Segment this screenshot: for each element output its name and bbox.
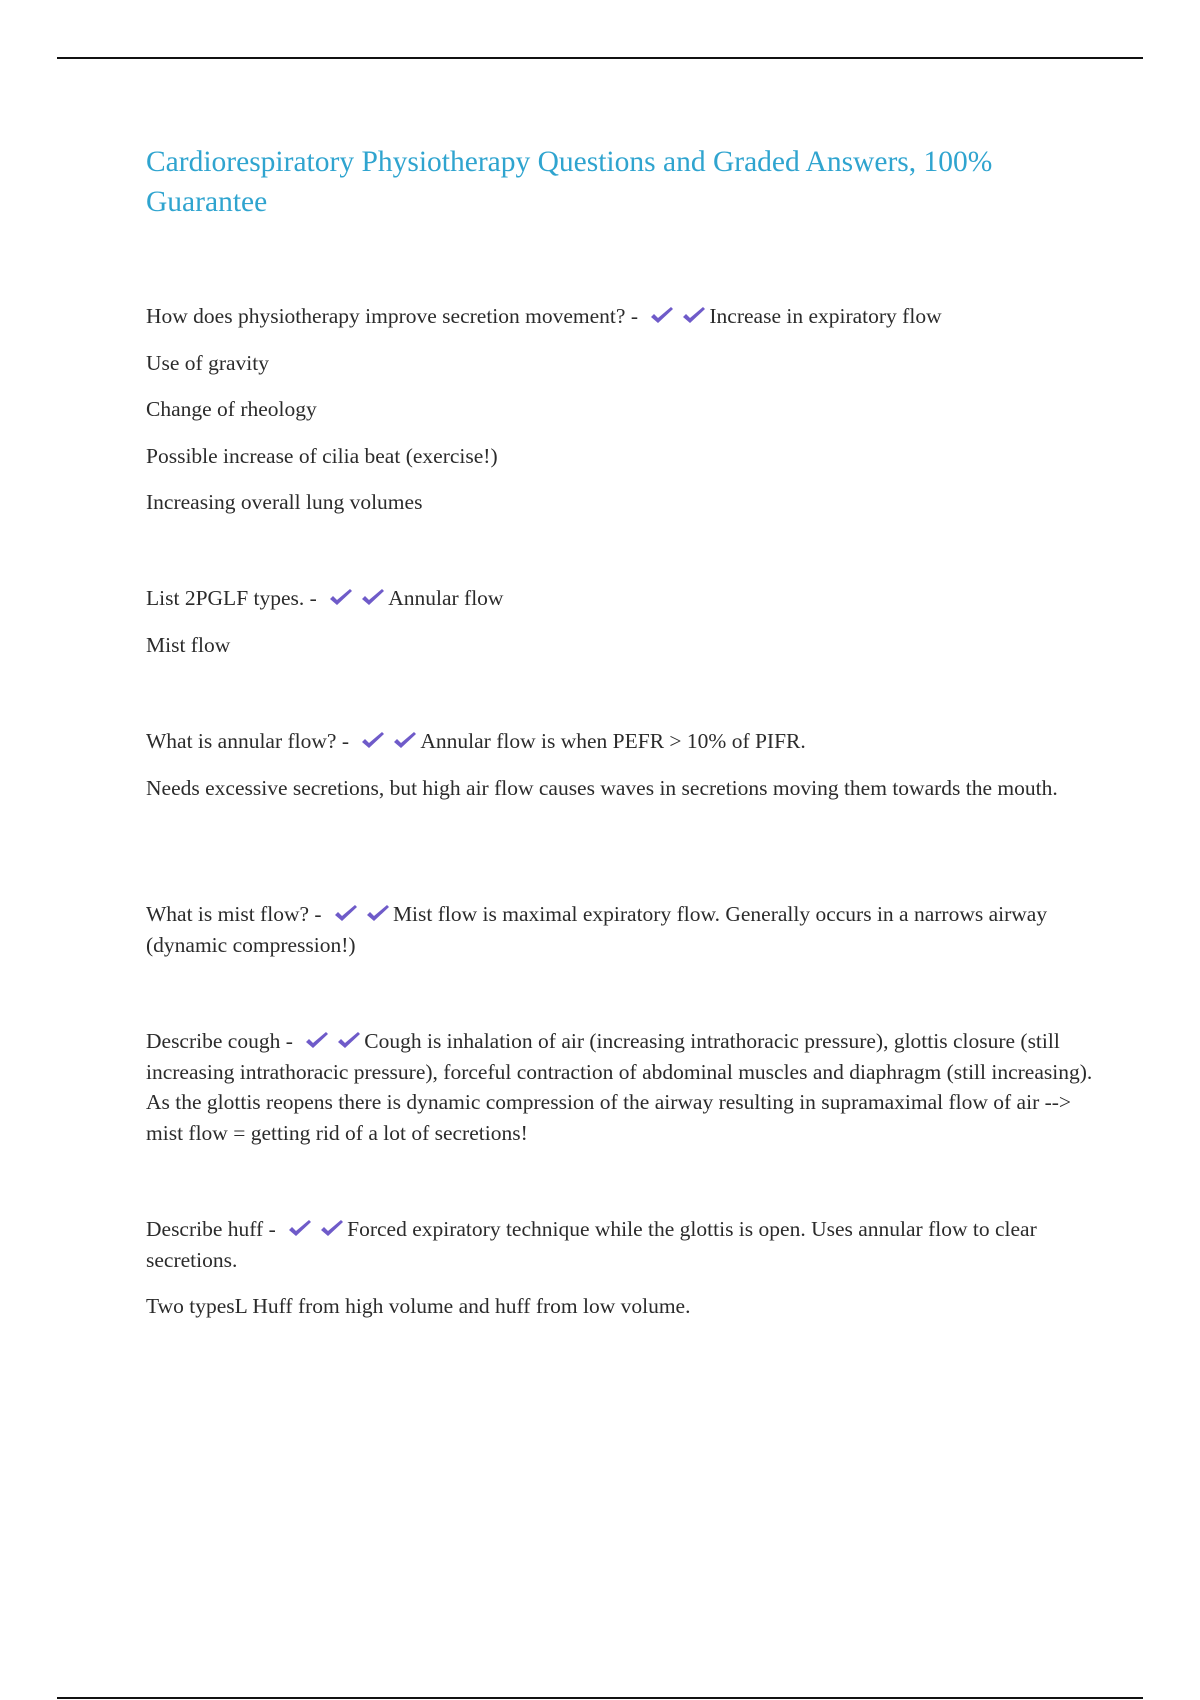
qa-item (146, 726, 1101, 819)
page-top-rule (57, 57, 1143, 59)
check-icon (319, 1219, 345, 1239)
qa-answer: Annular flow is when PEFR > 10% of PIFR. (420, 729, 806, 753)
qa-answer: Cough is inhalation of air (increasing intrathoracic pressure), glottis closure (still increasing intrathoracic pressure), forceful contraction of abdominal muscles and diaphragm (still increasing). As the glottis reopens there is dynamic compression of the airway resulting in supramaximal flow of air --> mist flow = getting rid of a lot of secretions! (146, 1029, 1093, 1145)
qa-answer-line: Change of rheology (146, 397, 317, 421)
qa-answer-line: Mist flow (146, 632, 231, 657)
check-icon (360, 731, 386, 751)
check-icon (649, 306, 675, 326)
check-icon (333, 904, 359, 924)
qa-answer-line: Increasing overall lung volumes (146, 490, 423, 514)
check-icon (365, 904, 391, 924)
qa-question-line (146, 726, 1101, 757)
check-icon (304, 1031, 330, 1051)
qa-question: What is mist flow? (146, 902, 310, 926)
qa-separator: - (625, 304, 644, 328)
qa-item (146, 1026, 1101, 1164)
qa-question: What is annular flow? (146, 729, 337, 753)
qa-answer: Mist flow is maximal expiratory flow. Generally occurs in a narrows airway (dynamic compression!) (146, 902, 1048, 957)
qa-separator: - (336, 729, 355, 753)
qa-item (146, 301, 1101, 534)
qa-answer-line: Possible increase of cilia beat (exercise!) (146, 443, 498, 468)
qa-question-line (146, 899, 1101, 960)
check-icon (360, 588, 386, 608)
qa-question-line (146, 301, 1101, 332)
qa-question: Describe huff (146, 1217, 264, 1241)
qa-separator: - (280, 1029, 299, 1053)
qa-question-line (146, 1214, 1101, 1275)
qa-separator: - (309, 902, 327, 926)
qa-separator: - (263, 1217, 282, 1241)
document-title: Cardiorespiratory Physiotherapy Questions and Graded Answers, 100% Guarantee (146, 146, 993, 218)
qa-question-line (146, 1026, 1101, 1148)
check-icon (681, 306, 707, 326)
page-bottom-rule (57, 1697, 1143, 1699)
check-icon (287, 1219, 313, 1239)
qa-answer: Annular flow (388, 586, 504, 610)
qa-answer-line: Needs excessive secretions, but high air flow causes waves in secretions moving them towards the mouth. (146, 775, 1058, 800)
check-icon (328, 588, 354, 608)
check-icon (336, 1031, 362, 1051)
qa-separator: - (304, 586, 323, 610)
qa-answer-line: Two typesL Huff from high volume and huff from low volume. (146, 1294, 691, 1318)
qa-item (146, 1214, 1101, 1338)
qa-answer: Increase in expiratory flow (709, 304, 942, 328)
check-icon (392, 731, 418, 751)
qa-answer: Forced expiratory technique while the glottis is open. Uses annular flow to clear secretions. (146, 1217, 1037, 1272)
qa-question: Describe cough (146, 1029, 281, 1053)
qa-answer-line: Use of gravity (146, 350, 269, 375)
qa-item (146, 583, 1101, 676)
qa-question: How does physiotherapy improve secretion movement? (146, 304, 626, 328)
qa-question: List 2PGLF types. (146, 586, 305, 610)
qa-question-line (146, 583, 1101, 614)
qa-item (146, 899, 1101, 976)
